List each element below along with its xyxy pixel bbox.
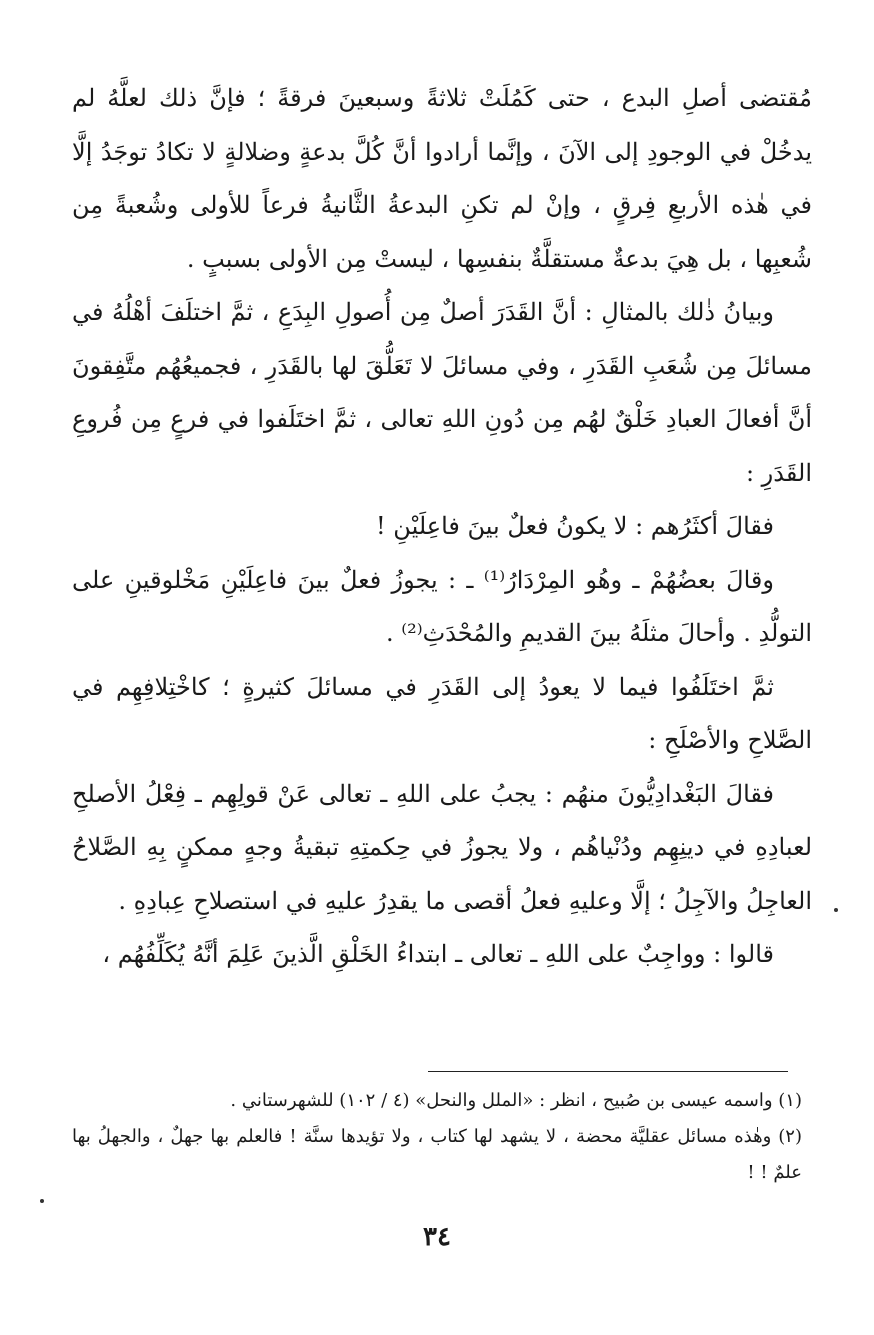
main-text bbox=[72, 72, 812, 982]
scan-speck bbox=[40, 1199, 44, 1203]
paragraph-2: وبيانُ ذٰلك بالمثالِ : أنَّ القَدَرَ أصلٌ مِن أُصولِ البِدَعِ ، ثمَّ اختلَفَ أهْلُهُ في مسائلَ مِن شُعَبِ القَدَرِ ، وفي مسائلَ لا تَعَلُّقَ لها بالقَدَرِ ، فجميعُهُم متَّفِقونَ أنَّ أفعالَ العبادِ خَلْقٌ لهُم مِن دُونِ اللهِ تعالى ، ثمَّ اختَلَفوا في فرعٍ مِن فُروعِ القَدَرِ : bbox=[72, 298, 813, 487]
paragraph-1: مُقتضى أصلِ البدع ، حتى كَمُلَتْ ثلاثةً وسبعينَ فرقةً ؛ فإنَّ ذلك لعلَّهُ لم يدخُلْ في الوجودِ إلى الآنَ ، وإنَّما أرادوا أنَّ كُلَّ بدعةٍ وضلالةٍ لا تكادُ توجَدُ إلَّا في هٰذه الأربعِ فِرقٍ ، وإنْ لم تكنِ البدعةُ الثَّانيةُ فرعاً للأولى وشُعبةً مِن شُعبِها ، بل هِيَ بدعةٌ مستقلَّةٌ بنفسِها ، ليستْ مِن الأولى بسببٍ . bbox=[72, 84, 813, 273]
footnote-2: (٢) وهٰذه مسائل عقليَّة محضة ، لا يشهد لها كتاب ، ولا تؤيدها سنَّة ! فالعلم بها جهلٌ ، والجهلُ بها علمٌ ! ! bbox=[72, 1126, 802, 1183]
paragraph-3: فقالَ أكثَرُهم : لا يكونُ فعلٌ بينَ فاعِلَيْنِ ! bbox=[376, 512, 774, 540]
footnote-divider bbox=[428, 1071, 788, 1072]
page-number: ٣٤ bbox=[423, 1222, 451, 1252]
footnotes bbox=[72, 1083, 802, 1191]
paragraph-6: فقالَ البَغْدادِيُّونَ منهُم : يجبُ على اللهِ ـ تعالى عَنْ قولِهِم ـ فِعْلُ الأصلحِ لعبادِهِ في دينِهِم ودُنْياهُم ، ولا يجوزُ في حِكمتِهِ تبقيةُ وجهٍ ممكنٍ بِهِ الصَّلاحُ العاجِلُ والآجِلُ ؛ إلَّا وعليهِ فعلُ أقصى ما يقدِرُ عليهِ في استصلاحِ عِبادِهِ . bbox=[72, 779, 812, 915]
scan-speck bbox=[834, 908, 838, 912]
paragraph-4: وقالَ بعضُهُمْ ـ وهُو المِرْدَارُ⁽¹⁾ ـ : يجوزُ فعلٌ بينَ فاعِلَيْنِ مَخْلوقينِ على التولُّدِ . وأحالَ مثلَهُ بينَ القديمِ والمُحْدَثِ⁽²⁾ . bbox=[72, 565, 812, 647]
footnote-1: (١) واسمه عيسى بن صُبيح ، انظر : «الملل والنحل» (٤ / ١٠٢) للشهرستاني . bbox=[230, 1090, 802, 1111]
paragraph-7: قالوا : وواجِبٌ على اللهِ ـ تعالى ـ ابتداءُ الخَلْقِ الَّذينَ عَلِمَ أنَّهُ يُكَلِّفُهُم ، bbox=[102, 940, 774, 968]
paragraph-5: ثمَّ اختَلَفُوا فيما لا يعودُ إلى القَدَرِ في مسائلَ كثيرةٍ ؛ كاخْتِلافِهِم في الصَّلاحِ والأصْلَحِ : bbox=[72, 672, 812, 754]
